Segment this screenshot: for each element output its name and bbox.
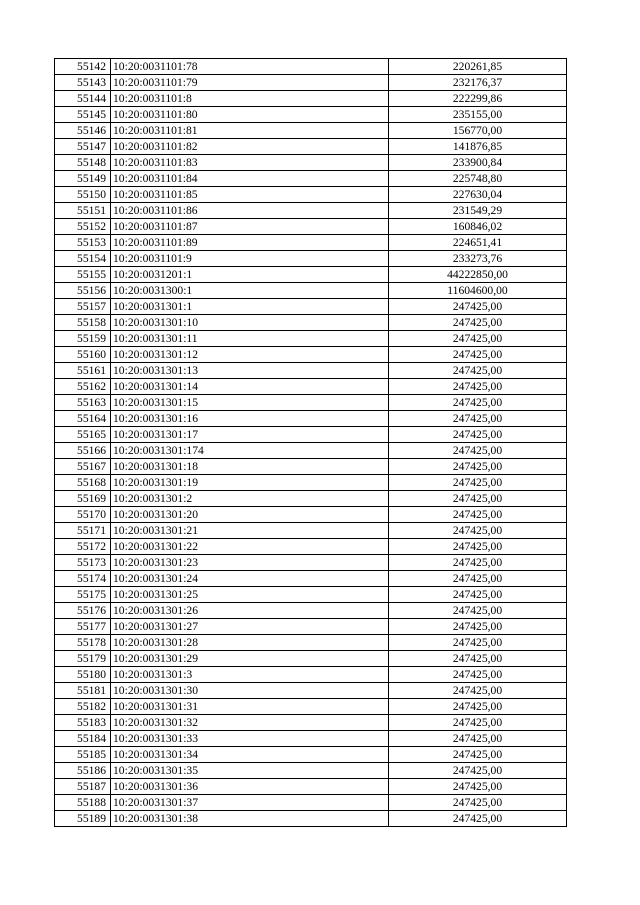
cadastral-number-cell: 10:20:0031101:9 xyxy=(111,251,389,267)
table-row xyxy=(55,683,567,699)
table-row xyxy=(55,107,567,123)
cadastral-number-cell: 10:20:0031301:23 xyxy=(111,555,389,571)
table-row xyxy=(55,747,567,763)
value-cell: 247425,00 xyxy=(389,571,567,587)
cadastral-number-cell: 10:20:0031301:1 xyxy=(111,299,389,315)
row-number-cell: 55162 xyxy=(55,379,111,395)
value-cell: 247425,00 xyxy=(389,667,567,683)
table-row xyxy=(55,139,567,155)
table-row xyxy=(55,731,567,747)
row-number-cell: 55173 xyxy=(55,555,111,571)
row-number-cell: 55167 xyxy=(55,459,111,475)
cadastral-number-cell: 10:20:0031301:16 xyxy=(111,411,389,427)
value-cell: 247425,00 xyxy=(389,619,567,635)
cadastral-number-cell: 10:20:0031301:30 xyxy=(111,683,389,699)
row-number-cell: 55153 xyxy=(55,235,111,251)
cadastral-number-cell: 10:20:0031101:81 xyxy=(111,123,389,139)
value-cell: 247425,00 xyxy=(389,651,567,667)
table-row xyxy=(55,651,567,667)
row-number-cell: 55189 xyxy=(55,811,111,827)
cadastral-number-cell: 10:20:0031101:85 xyxy=(111,187,389,203)
row-number-cell: 55169 xyxy=(55,491,111,507)
table-row xyxy=(55,523,567,539)
row-number-cell: 55160 xyxy=(55,347,111,363)
row-number-cell: 55187 xyxy=(55,779,111,795)
value-cell: 247425,00 xyxy=(389,475,567,491)
cadastral-number-cell: 10:20:0031301:17 xyxy=(111,427,389,443)
value-cell: 247425,00 xyxy=(389,539,567,555)
table-row xyxy=(55,811,567,827)
row-number-cell: 55150 xyxy=(55,187,111,203)
table-row xyxy=(55,795,567,811)
cadastral-number-cell: 10:20:0031301:25 xyxy=(111,587,389,603)
value-cell: 160846,02 xyxy=(389,219,567,235)
cadastral-number-cell: 10:20:0031301:35 xyxy=(111,763,389,779)
row-number-cell: 55161 xyxy=(55,363,111,379)
table-row xyxy=(55,555,567,571)
table-row xyxy=(55,91,567,107)
table-row xyxy=(55,587,567,603)
table-row xyxy=(55,155,567,171)
value-cell: 247425,00 xyxy=(389,555,567,571)
row-number-cell: 55164 xyxy=(55,411,111,427)
value-cell: 247425,00 xyxy=(389,635,567,651)
table-row xyxy=(55,123,567,139)
value-cell: 247425,00 xyxy=(389,507,567,523)
table-row xyxy=(55,203,567,219)
value-cell: 233900,84 xyxy=(389,155,567,171)
cadastral-number-cell: 10:20:0031101:82 xyxy=(111,139,389,155)
table-row xyxy=(55,619,567,635)
row-number-cell: 55159 xyxy=(55,331,111,347)
cadastral-number-cell: 10:20:0031301:20 xyxy=(111,507,389,523)
table-row xyxy=(55,235,567,251)
table-row xyxy=(55,507,567,523)
value-cell: 247425,00 xyxy=(389,779,567,795)
cadastral-number-cell: 10:20:0031301:36 xyxy=(111,779,389,795)
cadastral-number-cell: 10:20:0031301:2 xyxy=(111,491,389,507)
table-row xyxy=(55,331,567,347)
value-cell: 247425,00 xyxy=(389,347,567,363)
row-number-cell: 55168 xyxy=(55,475,111,491)
table-row xyxy=(55,411,567,427)
value-cell: 247425,00 xyxy=(389,747,567,763)
row-number-cell: 55157 xyxy=(55,299,111,315)
table-row xyxy=(55,715,567,731)
cadastral-number-cell: 10:20:0031301:14 xyxy=(111,379,389,395)
value-cell: 225748,80 xyxy=(389,171,567,187)
cadastral-number-cell: 10:20:0031301:34 xyxy=(111,747,389,763)
row-number-cell: 55170 xyxy=(55,507,111,523)
cadastral-number-cell: 10:20:0031101:8 xyxy=(111,91,389,107)
cadastral-number-cell: 10:20:0031301:28 xyxy=(111,635,389,651)
row-number-cell: 55143 xyxy=(55,75,111,91)
row-number-cell: 55177 xyxy=(55,619,111,635)
value-cell: 227630,04 xyxy=(389,187,567,203)
table-row xyxy=(55,635,567,651)
row-number-cell: 55175 xyxy=(55,587,111,603)
cadastral-number-cell: 10:20:0031301:38 xyxy=(111,811,389,827)
table-row xyxy=(55,299,567,315)
cadastral-number-cell: 10:20:0031301:12 xyxy=(111,347,389,363)
table-row xyxy=(55,475,567,491)
table-row xyxy=(55,187,567,203)
cadastral-number-cell: 10:20:0031301:31 xyxy=(111,699,389,715)
cadastral-number-cell: 10:20:0031301:29 xyxy=(111,651,389,667)
cadastral-number-cell: 10:20:0031300:1 xyxy=(111,283,389,299)
table-row xyxy=(55,427,567,443)
table-row xyxy=(55,283,567,299)
value-cell: 247425,00 xyxy=(389,411,567,427)
row-number-cell: 55174 xyxy=(55,571,111,587)
cadastral-number-cell: 10:20:0031301:21 xyxy=(111,523,389,539)
table-row xyxy=(55,699,567,715)
cadastral-number-cell: 10:20:0031101:79 xyxy=(111,75,389,91)
table-row xyxy=(55,779,567,795)
value-cell: 247425,00 xyxy=(389,363,567,379)
value-cell: 232176,37 xyxy=(389,75,567,91)
value-cell: 247425,00 xyxy=(389,459,567,475)
table-row xyxy=(55,603,567,619)
value-cell: 235155,00 xyxy=(389,107,567,123)
cadastral-number-cell: 10:20:0031301:10 xyxy=(111,315,389,331)
value-cell: 247425,00 xyxy=(389,523,567,539)
value-cell: 247425,00 xyxy=(389,427,567,443)
row-number-cell: 55188 xyxy=(55,795,111,811)
row-number-cell: 55171 xyxy=(55,523,111,539)
row-number-cell: 55165 xyxy=(55,427,111,443)
row-number-cell: 55156 xyxy=(55,283,111,299)
row-number-cell: 55148 xyxy=(55,155,111,171)
value-cell: 247425,00 xyxy=(389,587,567,603)
row-number-cell: 55185 xyxy=(55,747,111,763)
cadastral-number-cell: 10:20:0031201:1 xyxy=(111,267,389,283)
table-row xyxy=(55,219,567,235)
table-row xyxy=(55,267,567,283)
table-row xyxy=(55,171,567,187)
cadastral-number-cell: 10:20:0031301:18 xyxy=(111,459,389,475)
cadastral-number-cell: 10:20:0031301:15 xyxy=(111,395,389,411)
data-table xyxy=(54,58,567,827)
table-row xyxy=(55,363,567,379)
row-number-cell: 55172 xyxy=(55,539,111,555)
cadastral-number-cell: 10:20:0031101:78 xyxy=(111,59,389,75)
cadastral-number-cell: 10:20:0031101:87 xyxy=(111,219,389,235)
value-cell: 233273,76 xyxy=(389,251,567,267)
cadastral-number-cell: 10:20:0031301:3 xyxy=(111,667,389,683)
cadastral-number-cell: 10:20:0031301:24 xyxy=(111,571,389,587)
table-row xyxy=(55,667,567,683)
cadastral-number-cell: 10:20:0031301:13 xyxy=(111,363,389,379)
value-cell: 141876,85 xyxy=(389,139,567,155)
value-cell: 247425,00 xyxy=(389,299,567,315)
cadastral-number-cell: 10:20:0031301:174 xyxy=(111,443,389,459)
cadastral-number-cell: 10:20:0031301:11 xyxy=(111,331,389,347)
value-cell: 247425,00 xyxy=(389,795,567,811)
value-cell: 247425,00 xyxy=(389,731,567,747)
row-number-cell: 55154 xyxy=(55,251,111,267)
value-cell: 247425,00 xyxy=(389,683,567,699)
value-cell: 44222850,00 xyxy=(389,267,567,283)
row-number-cell: 55149 xyxy=(55,171,111,187)
row-number-cell: 55176 xyxy=(55,603,111,619)
value-cell: 231549,29 xyxy=(389,203,567,219)
data-table-body xyxy=(55,59,567,827)
value-cell: 247425,00 xyxy=(389,763,567,779)
row-number-cell: 55182 xyxy=(55,699,111,715)
row-number-cell: 55181 xyxy=(55,683,111,699)
row-number-cell: 55158 xyxy=(55,315,111,331)
cadastral-number-cell: 10:20:0031301:26 xyxy=(111,603,389,619)
row-number-cell: 55179 xyxy=(55,651,111,667)
cadastral-number-cell: 10:20:0031301:19 xyxy=(111,475,389,491)
cadastral-number-cell: 10:20:0031101:80 xyxy=(111,107,389,123)
cadastral-number-cell: 10:20:0031101:83 xyxy=(111,155,389,171)
value-cell: 247425,00 xyxy=(389,395,567,411)
value-cell: 222299,86 xyxy=(389,91,567,107)
row-number-cell: 55146 xyxy=(55,123,111,139)
cadastral-number-cell: 10:20:0031101:84 xyxy=(111,171,389,187)
value-cell: 247425,00 xyxy=(389,811,567,827)
cadastral-number-cell: 10:20:0031301:37 xyxy=(111,795,389,811)
value-cell: 247425,00 xyxy=(389,315,567,331)
row-number-cell: 55144 xyxy=(55,91,111,107)
row-number-cell: 55178 xyxy=(55,635,111,651)
table-row xyxy=(55,59,567,75)
table-row xyxy=(55,347,567,363)
value-cell: 247425,00 xyxy=(389,715,567,731)
value-cell: 247425,00 xyxy=(389,603,567,619)
value-cell: 247425,00 xyxy=(389,379,567,395)
table-row xyxy=(55,539,567,555)
value-cell: 247425,00 xyxy=(389,699,567,715)
value-cell: 11604600,00 xyxy=(389,283,567,299)
row-number-cell: 55147 xyxy=(55,139,111,155)
row-number-cell: 55166 xyxy=(55,443,111,459)
value-cell: 156770,00 xyxy=(389,123,567,139)
table-row xyxy=(55,491,567,507)
value-cell: 247425,00 xyxy=(389,331,567,347)
table-row xyxy=(55,443,567,459)
row-number-cell: 55180 xyxy=(55,667,111,683)
value-cell: 224651,41 xyxy=(389,235,567,251)
value-cell: 247425,00 xyxy=(389,491,567,507)
table-row xyxy=(55,395,567,411)
cadastral-number-cell: 10:20:0031301:22 xyxy=(111,539,389,555)
table-row xyxy=(55,75,567,91)
table-row xyxy=(55,459,567,475)
row-number-cell: 55142 xyxy=(55,59,111,75)
cadastral-number-cell: 10:20:0031101:89 xyxy=(111,235,389,251)
row-number-cell: 55163 xyxy=(55,395,111,411)
table-row xyxy=(55,379,567,395)
cadastral-number-cell: 10:20:0031301:33 xyxy=(111,731,389,747)
table-row xyxy=(55,763,567,779)
value-cell: 220261,85 xyxy=(389,59,567,75)
row-number-cell: 55145 xyxy=(55,107,111,123)
cadastral-number-cell: 10:20:0031101:86 xyxy=(111,203,389,219)
table-row xyxy=(55,571,567,587)
cadastral-number-cell: 10:20:0031301:27 xyxy=(111,619,389,635)
row-number-cell: 55183 xyxy=(55,715,111,731)
row-number-cell: 55184 xyxy=(55,731,111,747)
row-number-cell: 55151 xyxy=(55,203,111,219)
row-number-cell: 55155 xyxy=(55,267,111,283)
table-row xyxy=(55,315,567,331)
row-number-cell: 55186 xyxy=(55,763,111,779)
row-number-cell: 55152 xyxy=(55,219,111,235)
cadastral-number-cell: 10:20:0031301:32 xyxy=(111,715,389,731)
table-row xyxy=(55,251,567,267)
value-cell: 247425,00 xyxy=(389,443,567,459)
